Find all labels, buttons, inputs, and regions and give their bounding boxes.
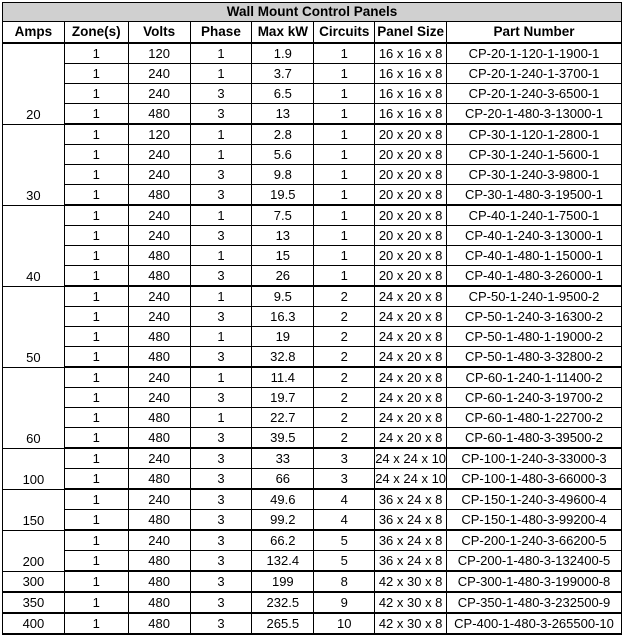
table-row	[3, 165, 622, 185]
amps-cell: 100	[3, 448, 65, 489]
circuits-cell: 2	[314, 367, 375, 388]
max-kw-cell: 9.8	[252, 165, 314, 185]
zones-cell: 1	[64, 84, 128, 104]
max-kw-cell: 32.8	[252, 347, 314, 368]
circuits-cell: 5	[314, 530, 375, 551]
part-number-cell: CP-400-1-480-3-265500-10	[447, 613, 622, 634]
phase-cell: 1	[190, 205, 252, 226]
volts-cell: 480	[128, 613, 190, 634]
volts-cell: 240	[128, 205, 190, 226]
volts-cell: 120	[128, 124, 190, 145]
phase-cell: 3	[190, 530, 252, 551]
circuits-cell: 1	[314, 84, 375, 104]
panel-size-cell: 24 x 20 x 8	[375, 388, 447, 408]
max-kw-cell: 39.5	[252, 428, 314, 449]
header-phase: Phase	[190, 22, 252, 44]
table-row	[3, 145, 622, 165]
phase-cell: 3	[190, 226, 252, 246]
header-volts: Volts	[128, 22, 190, 44]
phase-cell: 3	[190, 388, 252, 408]
part-number-cell: CP-60-1-480-1-22700-2	[447, 408, 622, 428]
circuits-cell: 9	[314, 592, 375, 613]
phase-cell: 3	[190, 266, 252, 287]
phase-cell: 1	[190, 43, 252, 64]
phase-cell: 3	[190, 551, 252, 572]
circuits-cell: 1	[314, 266, 375, 287]
part-number-cell: CP-20-1-480-3-13000-1	[447, 104, 622, 125]
phase-cell: 3	[190, 428, 252, 449]
panel-size-cell: 20 x 20 x 8	[375, 145, 447, 165]
amps-cell: 20	[3, 43, 65, 124]
phase-cell: 3	[190, 613, 252, 634]
table-row	[3, 327, 622, 347]
table-row	[3, 185, 622, 206]
amps-cell: 30	[3, 124, 65, 205]
amps-cell: 400	[3, 613, 65, 634]
table-row	[3, 64, 622, 84]
max-kw-cell: 232.5	[252, 592, 314, 613]
table-row	[3, 592, 622, 613]
volts-cell: 480	[128, 246, 190, 266]
panel-size-cell: 24 x 24 x 10	[375, 469, 447, 490]
volts-cell: 240	[128, 286, 190, 307]
part-number-cell: CP-60-1-480-3-39500-2	[447, 428, 622, 449]
phase-cell: 3	[190, 469, 252, 490]
volts-cell: 240	[128, 165, 190, 185]
amps-cell: 50	[3, 286, 65, 367]
table-row	[3, 428, 622, 449]
panel-size-cell: 24 x 20 x 8	[375, 367, 447, 388]
panel-size-cell: 16 x 16 x 8	[375, 43, 447, 64]
amps-cell: 40	[3, 205, 65, 286]
circuits-cell: 1	[314, 104, 375, 125]
table-row	[3, 124, 622, 145]
panel-size-cell: 16 x 16 x 8	[375, 64, 447, 84]
circuits-cell: 1	[314, 185, 375, 206]
part-number-cell: CP-40-1-480-1-15000-1	[447, 246, 622, 266]
volts-cell: 480	[128, 185, 190, 206]
part-number-cell: CP-20-1-240-3-6500-1	[447, 84, 622, 104]
volts-cell: 240	[128, 84, 190, 104]
part-number-cell: CP-100-1-480-3-66000-3	[447, 469, 622, 490]
header-zones: Zone(s)	[64, 22, 128, 44]
zones-cell: 1	[64, 469, 128, 490]
phase-cell: 3	[190, 347, 252, 368]
zones-cell: 1	[64, 592, 128, 613]
panel-size-cell: 42 x 30 x 8	[375, 571, 447, 592]
circuits-cell: 1	[314, 145, 375, 165]
zones-cell: 1	[64, 571, 128, 592]
volts-cell: 480	[128, 327, 190, 347]
phase-cell: 1	[190, 145, 252, 165]
volts-cell: 240	[128, 226, 190, 246]
table-row	[3, 226, 622, 246]
amps-cell: 300	[3, 571, 65, 592]
table-row	[3, 469, 622, 490]
circuits-cell: 1	[314, 226, 375, 246]
panel-size-cell: 42 x 30 x 8	[375, 592, 447, 613]
circuits-cell: 1	[314, 64, 375, 84]
part-number-cell: CP-50-1-240-1-9500-2	[447, 286, 622, 307]
header-panel-size: Panel Size	[375, 22, 447, 44]
max-kw-cell: 33	[252, 448, 314, 469]
zones-cell: 1	[64, 388, 128, 408]
circuits-cell: 2	[314, 327, 375, 347]
volts-cell: 240	[128, 307, 190, 327]
table-row	[3, 367, 622, 388]
phase-cell: 3	[190, 448, 252, 469]
part-number-cell: CP-30-1-480-3-19500-1	[447, 185, 622, 206]
header-circuits: Circuits	[314, 22, 375, 44]
circuits-cell: 1	[314, 43, 375, 64]
panel-size-cell: 16 x 16 x 8	[375, 84, 447, 104]
volts-cell: 480	[128, 469, 190, 490]
phase-cell: 3	[190, 592, 252, 613]
panel-size-cell: 42 x 30 x 8	[375, 613, 447, 634]
phase-cell: 1	[190, 246, 252, 266]
max-kw-cell: 11.4	[252, 367, 314, 388]
volts-cell: 480	[128, 104, 190, 125]
zones-cell: 1	[64, 307, 128, 327]
zones-cell: 1	[64, 347, 128, 368]
max-kw-cell: 66	[252, 469, 314, 490]
panel-size-cell: 24 x 24 x 10	[375, 448, 447, 469]
volts-cell: 480	[128, 571, 190, 592]
phase-cell: 1	[190, 124, 252, 145]
zones-cell: 1	[64, 551, 128, 572]
phase-cell: 3	[190, 489, 252, 510]
zones-cell: 1	[64, 327, 128, 347]
max-kw-cell: 15	[252, 246, 314, 266]
part-number-cell: CP-40-1-480-3-26000-1	[447, 266, 622, 287]
table-row	[3, 613, 622, 634]
circuits-cell: 2	[314, 428, 375, 449]
control-panels-table	[2, 2, 622, 635]
zones-cell: 1	[64, 145, 128, 165]
part-number-cell: CP-50-1-480-3-32800-2	[447, 347, 622, 368]
table-row	[3, 571, 622, 592]
zones-cell: 1	[64, 510, 128, 531]
circuits-cell: 1	[314, 124, 375, 145]
table-row	[3, 84, 622, 104]
max-kw-cell: 5.6	[252, 145, 314, 165]
table-row	[3, 104, 622, 125]
table-row	[3, 286, 622, 307]
table-row	[3, 205, 622, 226]
panel-size-cell: 20 x 20 x 8	[375, 226, 447, 246]
part-number-cell: CP-150-1-240-3-49600-4	[447, 489, 622, 510]
table-row	[3, 448, 622, 469]
panel-size-cell: 24 x 20 x 8	[375, 327, 447, 347]
part-number-cell: CP-50-1-240-3-16300-2	[447, 307, 622, 327]
amps-cell: 200	[3, 530, 65, 571]
part-number-cell: CP-60-1-240-1-11400-2	[447, 367, 622, 388]
max-kw-cell: 19	[252, 327, 314, 347]
header-row	[3, 22, 622, 44]
phase-cell: 1	[190, 367, 252, 388]
phase-cell: 1	[190, 286, 252, 307]
circuits-cell: 5	[314, 551, 375, 572]
circuits-cell: 8	[314, 571, 375, 592]
volts-cell: 480	[128, 347, 190, 368]
volts-cell: 240	[128, 64, 190, 84]
max-kw-cell: 99.2	[252, 510, 314, 531]
volts-cell: 240	[128, 489, 190, 510]
max-kw-cell: 26	[252, 266, 314, 287]
circuits-cell: 1	[314, 246, 375, 266]
volts-cell: 480	[128, 551, 190, 572]
zones-cell: 1	[64, 613, 128, 634]
volts-cell: 240	[128, 388, 190, 408]
max-kw-cell: 7.5	[252, 205, 314, 226]
table-row	[3, 530, 622, 551]
volts-cell: 240	[128, 367, 190, 388]
table-body	[3, 43, 622, 634]
phase-cell: 3	[190, 104, 252, 125]
zones-cell: 1	[64, 428, 128, 449]
max-kw-cell: 265.5	[252, 613, 314, 634]
zones-cell: 1	[64, 226, 128, 246]
volts-cell: 480	[128, 408, 190, 428]
zones-cell: 1	[64, 530, 128, 551]
amps-cell: 350	[3, 592, 65, 613]
panel-size-cell: 24 x 20 x 8	[375, 408, 447, 428]
volts-cell: 480	[128, 266, 190, 287]
circuits-cell: 2	[314, 307, 375, 327]
volts-cell: 480	[128, 428, 190, 449]
part-number-cell: CP-20-1-240-1-3700-1	[447, 64, 622, 84]
volts-cell: 480	[128, 592, 190, 613]
table-title: Wall Mount Control Panels	[3, 3, 622, 22]
phase-cell: 3	[190, 84, 252, 104]
part-number-cell: CP-200-1-480-3-132400-5	[447, 551, 622, 572]
table-row	[3, 510, 622, 531]
phase-cell: 1	[190, 408, 252, 428]
part-number-cell: CP-200-1-240-3-66200-5	[447, 530, 622, 551]
circuits-cell: 10	[314, 613, 375, 634]
zones-cell: 1	[64, 43, 128, 64]
max-kw-cell: 13	[252, 226, 314, 246]
panel-size-cell: 20 x 20 x 8	[375, 185, 447, 206]
volts-cell: 240	[128, 145, 190, 165]
table-row	[3, 43, 622, 64]
panel-size-cell: 24 x 20 x 8	[375, 428, 447, 449]
part-number-cell: CP-300-1-480-3-199000-8	[447, 571, 622, 592]
panel-size-cell: 36 x 24 x 8	[375, 530, 447, 551]
max-kw-cell: 13	[252, 104, 314, 125]
table-row	[3, 266, 622, 287]
table-row	[3, 489, 622, 510]
max-kw-cell: 19.7	[252, 388, 314, 408]
table-row	[3, 388, 622, 408]
phase-cell: 1	[190, 327, 252, 347]
panel-size-cell: 36 x 24 x 8	[375, 510, 447, 531]
zones-cell: 1	[64, 185, 128, 206]
phase-cell: 1	[190, 64, 252, 84]
circuits-cell: 1	[314, 205, 375, 226]
max-kw-cell: 22.7	[252, 408, 314, 428]
table-row	[3, 408, 622, 428]
circuits-cell: 3	[314, 448, 375, 469]
panel-size-cell: 36 x 24 x 8	[375, 489, 447, 510]
zones-cell: 1	[64, 448, 128, 469]
panel-size-cell: 36 x 24 x 8	[375, 551, 447, 572]
zones-cell: 1	[64, 266, 128, 287]
zones-cell: 1	[64, 205, 128, 226]
max-kw-cell: 49.6	[252, 489, 314, 510]
panel-size-cell: 20 x 20 x 8	[375, 266, 447, 287]
circuits-cell: 2	[314, 286, 375, 307]
table-row	[3, 347, 622, 368]
control-panels-table-container	[2, 2, 622, 635]
phase-cell: 3	[190, 510, 252, 531]
header-amps: Amps	[3, 22, 65, 44]
zones-cell: 1	[64, 408, 128, 428]
part-number-cell: CP-30-1-120-1-2800-1	[447, 124, 622, 145]
panel-size-cell: 20 x 20 x 8	[375, 124, 447, 145]
zones-cell: 1	[64, 165, 128, 185]
max-kw-cell: 9.5	[252, 286, 314, 307]
zones-cell: 1	[64, 489, 128, 510]
part-number-cell: CP-60-1-240-3-19700-2	[447, 388, 622, 408]
max-kw-cell: 132.4	[252, 551, 314, 572]
circuits-cell: 3	[314, 469, 375, 490]
zones-cell: 1	[64, 367, 128, 388]
zones-cell: 1	[64, 64, 128, 84]
circuits-cell: 2	[314, 408, 375, 428]
table-row	[3, 246, 622, 266]
max-kw-cell: 6.5	[252, 84, 314, 104]
max-kw-cell: 66.2	[252, 530, 314, 551]
part-number-cell: CP-50-1-480-1-19000-2	[447, 327, 622, 347]
table-row	[3, 307, 622, 327]
max-kw-cell: 2.8	[252, 124, 314, 145]
zones-cell: 1	[64, 104, 128, 125]
phase-cell: 3	[190, 185, 252, 206]
max-kw-cell: 16.3	[252, 307, 314, 327]
header-part-number: Part Number	[447, 22, 622, 44]
part-number-cell: CP-100-1-240-3-33000-3	[447, 448, 622, 469]
panel-size-cell: 24 x 20 x 8	[375, 307, 447, 327]
part-number-cell: CP-40-1-240-1-7500-1	[447, 205, 622, 226]
panel-size-cell: 24 x 20 x 8	[375, 286, 447, 307]
zones-cell: 1	[64, 124, 128, 145]
circuits-cell: 1	[314, 165, 375, 185]
panel-size-cell: 16 x 16 x 8	[375, 104, 447, 125]
part-number-cell: CP-30-1-240-1-5600-1	[447, 145, 622, 165]
panel-size-cell: 20 x 20 x 8	[375, 246, 447, 266]
part-number-cell: CP-30-1-240-3-9800-1	[447, 165, 622, 185]
max-kw-cell: 1.9	[252, 43, 314, 64]
panel-size-cell: 24 x 20 x 8	[375, 347, 447, 368]
circuits-cell: 4	[314, 489, 375, 510]
circuits-cell: 2	[314, 388, 375, 408]
amps-cell: 60	[3, 367, 65, 448]
part-number-cell: CP-350-1-480-3-232500-9	[447, 592, 622, 613]
part-number-cell: CP-20-1-120-1-1900-1	[447, 43, 622, 64]
phase-cell: 3	[190, 307, 252, 327]
table-row	[3, 551, 622, 572]
max-kw-cell: 199	[252, 571, 314, 592]
amps-cell: 150	[3, 489, 65, 530]
volts-cell: 120	[128, 43, 190, 64]
phase-cell: 3	[190, 571, 252, 592]
max-kw-cell: 19.5	[252, 185, 314, 206]
circuits-cell: 2	[314, 347, 375, 368]
volts-cell: 240	[128, 448, 190, 469]
volts-cell: 240	[128, 530, 190, 551]
zones-cell: 1	[64, 246, 128, 266]
panel-size-cell: 20 x 20 x 8	[375, 165, 447, 185]
panel-size-cell: 20 x 20 x 8	[375, 205, 447, 226]
phase-cell: 3	[190, 165, 252, 185]
max-kw-cell: 3.7	[252, 64, 314, 84]
zones-cell: 1	[64, 286, 128, 307]
volts-cell: 480	[128, 510, 190, 531]
header-max-kw: Max kW	[252, 22, 314, 44]
part-number-cell: CP-150-1-480-3-99200-4	[447, 510, 622, 531]
part-number-cell: CP-40-1-240-3-13000-1	[447, 226, 622, 246]
circuits-cell: 4	[314, 510, 375, 531]
